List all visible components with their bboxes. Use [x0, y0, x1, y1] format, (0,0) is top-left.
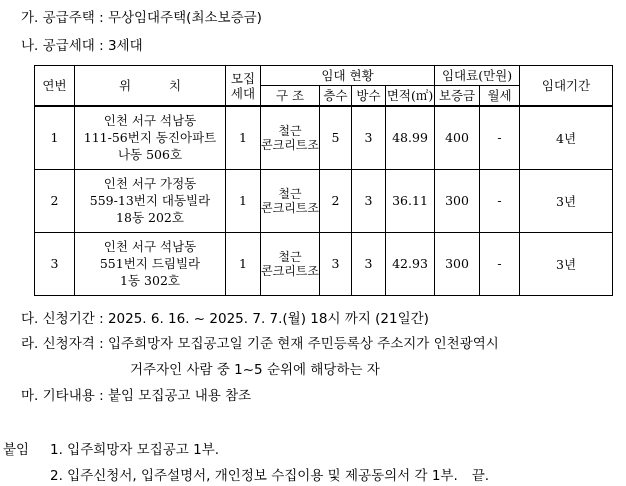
location-line: 551번지 드림빌라	[99, 256, 201, 271]
cell-floors: 5	[320, 106, 352, 169]
location-line: 나동 506호	[117, 147, 183, 163]
header-floors: 층수	[320, 86, 352, 107]
cell-no: 1	[35, 106, 75, 169]
separator: :	[94, 336, 108, 352]
cell-floors: 2	[320, 169, 352, 232]
eligibility-continuation-line	[130, 361, 380, 379]
eligibility-value-line1: 입주희망자 모집공고일 기준 현재 주민등록상 주소지가 인천광역시	[107, 336, 499, 352]
cell-households: 1	[226, 169, 261, 232]
header-deposit: 보증금	[435, 86, 480, 107]
cell-structure	[261, 169, 320, 232]
eligibility-label: 라. 신청자격	[21, 336, 95, 352]
attachment-line-1	[3, 441, 219, 459]
table-row	[35, 106, 613, 169]
table-row	[35, 232, 613, 295]
cell-no: 2	[35, 169, 75, 232]
cell-period: 4년	[520, 106, 613, 169]
location-line: 인천 서구 석남동	[103, 113, 197, 129]
cell-structure	[261, 106, 320, 169]
structure-line: 콘크리트조	[261, 263, 319, 278]
table-row	[35, 169, 613, 232]
rental-housing-table	[34, 65, 613, 296]
header-lease-status: 임대 현황	[261, 66, 435, 86]
separator: :	[94, 388, 108, 404]
cell-location	[75, 232, 226, 295]
location-line: 559-13번지 대동빌라	[89, 193, 211, 208]
other-info-value: 붙임 모집공고 내용 참조	[107, 388, 252, 404]
location-line: 18동 202호	[116, 210, 184, 225]
header-structure: 구 조	[261, 86, 320, 107]
separator: :	[94, 38, 108, 54]
application-period-line	[21, 310, 429, 328]
header-period: 임대기간	[520, 66, 613, 107]
eligibility-line	[21, 335, 499, 353]
structure-line: 콘크리트조	[261, 200, 319, 215]
header-households	[226, 66, 261, 107]
cell-deposit: 400	[435, 106, 480, 169]
structure-line: 철근	[278, 249, 302, 264]
cell-no: 3	[35, 232, 75, 295]
header-households-line1: 모집	[230, 70, 256, 86]
cell-rooms: 3	[352, 232, 386, 295]
header-monthly: 월세	[480, 86, 520, 107]
cell-households: 1	[226, 106, 261, 169]
supply-households-line	[21, 37, 143, 55]
supply-households-value: 3세대	[107, 38, 143, 54]
cell-monthly: -	[480, 169, 520, 232]
application-period-value: 2025. 6. 16. ~ 2025. 7. 7.(월) 18시 까지 (21일간)	[107, 311, 429, 327]
attachment-line-2	[50, 467, 489, 485]
header-location: 위 치	[75, 66, 226, 107]
cell-monthly: -	[480, 106, 520, 169]
location-line: 111-56번지 동진아파트	[83, 130, 217, 146]
supply-households-label: 나. 공급세대	[21, 38, 95, 54]
supply-housing-line	[21, 9, 262, 27]
header-rooms: 방수	[352, 86, 386, 107]
cell-floors: 3	[320, 232, 352, 295]
header-area: 면적(㎡)	[386, 86, 435, 107]
supply-housing-value: 무상임대주택(최소보증금)	[107, 10, 262, 26]
cell-structure	[261, 232, 320, 295]
cell-deposit: 300	[435, 232, 480, 295]
cell-deposit: 300	[435, 169, 480, 232]
cell-monthly: -	[480, 232, 520, 295]
cell-rooms: 3	[352, 169, 386, 232]
header-households-line2: 세대	[230, 85, 256, 101]
attachment-item-2: 2. 입주신청서, 입주설명서, 개인정보 수집이용 및 제공동의서 각 1부.	[50, 468, 458, 484]
cell-area: 48.99	[386, 106, 435, 169]
cell-rooms: 3	[352, 106, 386, 169]
separator: :	[94, 311, 108, 327]
supply-housing-label: 가. 공급주택	[21, 10, 95, 26]
cell-period: 3년	[520, 232, 613, 295]
cell-area: 42.93	[386, 232, 435, 295]
other-info-label: 마. 기타내용	[21, 388, 95, 404]
cell-area: 36.11	[386, 169, 435, 232]
structure-line: 철근	[278, 186, 302, 201]
separator: :	[94, 10, 108, 26]
location-line: 인천 서구 석남동	[103, 239, 197, 254]
cell-households: 1	[226, 232, 261, 295]
structure-line: 콘크리트조	[261, 137, 319, 152]
structure-line: 철근	[278, 123, 302, 138]
application-period-label: 다. 신청기간	[21, 311, 95, 327]
other-info-line	[21, 387, 251, 405]
header-no: 연번	[35, 66, 75, 107]
header-rent: 임대료(만원)	[435, 66, 520, 86]
cell-period: 3년	[520, 169, 613, 232]
cell-location	[75, 106, 226, 169]
location-line: 인천 서구 가정동	[103, 176, 197, 191]
location-line: 1동 302호	[120, 273, 180, 288]
attachment-label: 붙임	[3, 442, 30, 458]
eligibility-value-line2: 거주자인 사람 중 1~5 순위에 해당하는 자	[130, 362, 380, 378]
cell-location	[75, 169, 226, 232]
attachment-item-1: 1. 입주희망자 모집공고 1부.	[50, 442, 220, 458]
end-mark: 끝.	[471, 468, 490, 484]
